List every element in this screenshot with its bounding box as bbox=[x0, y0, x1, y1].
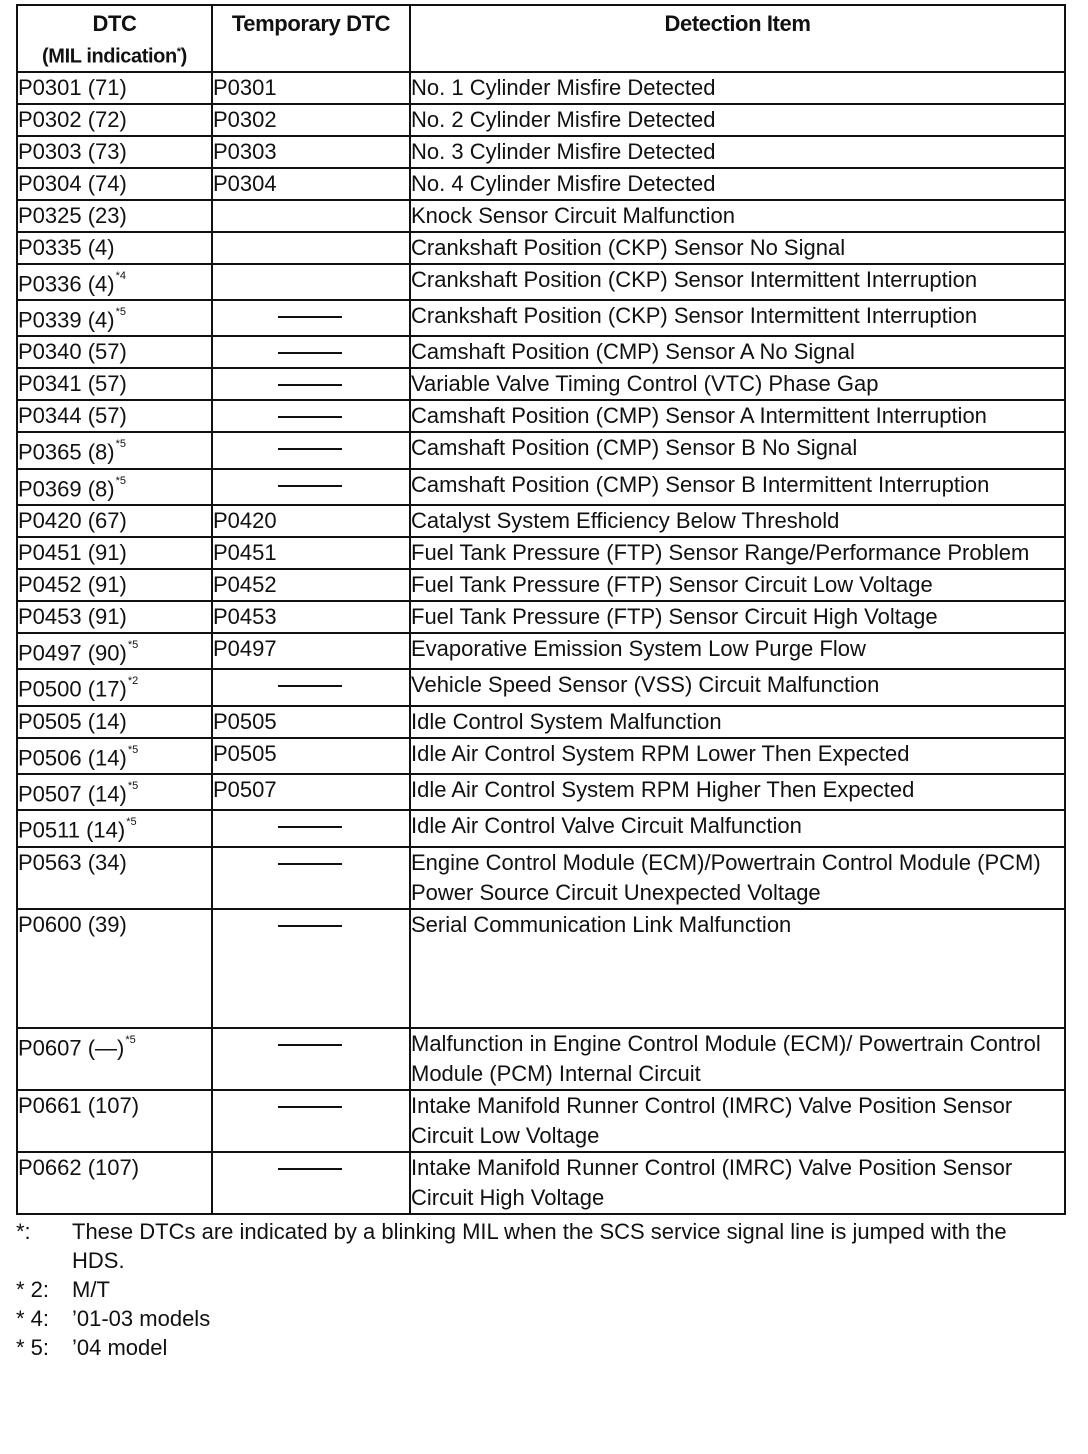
temporary-dtc-cell bbox=[212, 601, 410, 633]
footnote-text: These DTCs are indicated by a blinking MIL when the SCS service signal line is jumped with the HDS. bbox=[72, 1218, 1007, 1273]
detection-item: Engine Control Module (ECM)/Powertrain Control Module (PCM) Power Source Circuit Unexpected Voltage bbox=[410, 847, 1065, 909]
table-row bbox=[17, 909, 1065, 1028]
dtc-code: P0505 (14) bbox=[18, 708, 127, 734]
detection-item: Camshaft Position (CMP) Sensor A No Signal bbox=[410, 336, 1065, 368]
table-row bbox=[17, 1152, 1065, 1214]
detection-item: Camshaft Position (CMP) Sensor B Intermittent Interruption bbox=[410, 469, 1065, 505]
dtc-code-cell bbox=[17, 633, 212, 669]
detection-item: Idle Air Control System RPM Lower Then Expected bbox=[410, 738, 1065, 774]
table-row bbox=[17, 168, 1065, 200]
temporary-dtc: P0505 bbox=[213, 740, 277, 766]
detection-item: Camshaft Position (CMP) Sensor B No Signal bbox=[410, 432, 1065, 468]
table-row bbox=[17, 669, 1065, 705]
dtc-code: P0607 (—) bbox=[18, 1034, 125, 1060]
dtc-code: P0339 (4) bbox=[18, 307, 115, 333]
detection-item: No. 3 Cylinder Misfire Detected bbox=[410, 136, 1065, 168]
temporary-dtc-cell bbox=[212, 168, 410, 200]
temporary-dtc: P0420 bbox=[213, 507, 277, 533]
dtc-code: P0369 (8) bbox=[18, 475, 115, 501]
dtc-code-cell bbox=[17, 537, 212, 569]
detection-item: Crankshaft Position (CKP) Sensor Intermittent Interruption bbox=[410, 300, 1065, 336]
dtc-code: P0452 (91) bbox=[18, 571, 127, 597]
footnote-text: M/T bbox=[72, 1276, 110, 1302]
temporary-dtc-cell bbox=[212, 336, 410, 368]
detection-item: Fuel Tank Pressure (FTP) Sensor Circuit Low Voltage bbox=[410, 569, 1065, 601]
footnote-mark: *: bbox=[16, 1218, 31, 1244]
detection-item: Intake Manifold Runner Control (IMRC) Valve Position Sensor Circuit High Voltage bbox=[410, 1152, 1065, 1214]
temporary-dtc-cell bbox=[212, 505, 410, 537]
dtc-code-cell bbox=[17, 669, 212, 705]
temporary-dtc-cell bbox=[212, 300, 410, 336]
dtc-code: P0335 (4) bbox=[18, 234, 115, 260]
dtc-code-cell bbox=[17, 1152, 212, 1214]
dtc-code: P0303 (73) bbox=[18, 138, 127, 164]
not-applicable-dash bbox=[278, 485, 342, 487]
detection-item: Idle Control System Malfunction bbox=[410, 706, 1065, 738]
table-row bbox=[17, 1028, 1065, 1090]
table-row bbox=[17, 633, 1065, 669]
dtc-footnote-ref: *5 bbox=[115, 474, 127, 487]
table-row bbox=[17, 1090, 1065, 1152]
dtc-table bbox=[16, 4, 1066, 1215]
dtc-code-cell bbox=[17, 432, 212, 468]
dtc-code-cell bbox=[17, 847, 212, 909]
dtc-code: P0453 (91) bbox=[18, 603, 127, 629]
table-row bbox=[17, 601, 1065, 633]
dtc-code-cell bbox=[17, 738, 212, 774]
header-dtc-sub-sup: * bbox=[176, 46, 181, 58]
detection-item: No. 2 Cylinder Misfire Detected bbox=[410, 104, 1065, 136]
dtc-code-cell bbox=[17, 774, 212, 810]
temporary-dtc-cell bbox=[212, 569, 410, 601]
dtc-code-cell bbox=[17, 505, 212, 537]
table-row bbox=[17, 810, 1065, 846]
not-applicable-dash bbox=[278, 352, 342, 354]
table-row bbox=[17, 432, 1065, 468]
temporary-dtc: P0453 bbox=[213, 603, 277, 629]
dtc-code-cell bbox=[17, 601, 212, 633]
footnote bbox=[16, 1275, 1064, 1304]
footnote-mark: * 4: bbox=[16, 1305, 50, 1331]
table-row bbox=[17, 706, 1065, 738]
footnotes bbox=[16, 1217, 1064, 1362]
table-row bbox=[17, 136, 1065, 168]
not-applicable-dash bbox=[278, 863, 342, 865]
detection-item: Evaporative Emission System Low Purge Flow bbox=[410, 633, 1065, 669]
table-row bbox=[17, 569, 1065, 601]
not-applicable-dash bbox=[278, 826, 342, 828]
temporary-dtc: P0452 bbox=[213, 571, 277, 597]
dtc-code-cell bbox=[17, 810, 212, 846]
detection-item: Crankshaft Position (CKP) Sensor Intermittent Interruption bbox=[410, 264, 1065, 300]
not-applicable-dash bbox=[278, 416, 342, 418]
table-row bbox=[17, 104, 1065, 136]
temporary-dtc: P0302 bbox=[213, 106, 277, 132]
temporary-dtc-cell bbox=[212, 469, 410, 505]
dtc-code-cell bbox=[17, 1090, 212, 1152]
footnote bbox=[16, 1333, 1064, 1362]
dtc-code-cell bbox=[17, 168, 212, 200]
detection-item: Crankshaft Position (CKP) Sensor No Signal bbox=[410, 232, 1065, 264]
detection-item: Idle Air Control Valve Circuit Malfunction bbox=[410, 810, 1065, 846]
temporary-dtc: P0497 bbox=[213, 635, 277, 661]
dtc-code-cell bbox=[17, 104, 212, 136]
dtc-footnote-ref: *5 bbox=[126, 816, 137, 829]
dtc-code: P0340 (57) bbox=[18, 339, 127, 365]
dtc-footnote-ref: *5 bbox=[127, 743, 139, 756]
temporary-dtc-cell bbox=[212, 810, 410, 846]
dtc-footnote-ref: *5 bbox=[115, 438, 127, 451]
detection-item: Catalyst System Efficiency Below Threshold bbox=[410, 505, 1065, 537]
dtc-code: P0301 (71) bbox=[18, 74, 127, 100]
dtc-code: P0500 (17) bbox=[18, 676, 127, 702]
dtc-document bbox=[16, 4, 1064, 1362]
detection-item: Intake Manifold Runner Control (IMRC) Valve Position Sensor Circuit Low Voltage bbox=[410, 1090, 1065, 1152]
table-row bbox=[17, 336, 1065, 368]
dtc-code: P0506 (14) bbox=[18, 744, 127, 770]
dtc-code-cell bbox=[17, 706, 212, 738]
dtc-code-cell bbox=[17, 232, 212, 264]
temporary-dtc-cell bbox=[212, 232, 410, 264]
table-row bbox=[17, 400, 1065, 432]
header-dtc-sub-text: (MIL indication bbox=[42, 45, 177, 68]
dtc-code: P0507 (14) bbox=[18, 781, 127, 807]
dtc-code-cell bbox=[17, 200, 212, 232]
temporary-dtc-cell bbox=[212, 633, 410, 669]
dtc-code: P0662 (107) bbox=[18, 1154, 140, 1180]
dtc-code-cell bbox=[17, 400, 212, 432]
dtc-code-cell bbox=[17, 264, 212, 300]
detection-item: Variable Valve Timing Control (VTC) Phase Gap bbox=[410, 368, 1065, 400]
header-dtc-label: DTC bbox=[92, 11, 137, 36]
dtc-code-cell bbox=[17, 909, 212, 1028]
temporary-dtc: P0505 bbox=[213, 708, 277, 734]
temporary-dtc-cell bbox=[212, 72, 410, 104]
dtc-code: P0661 (107) bbox=[18, 1092, 140, 1118]
table-row bbox=[17, 738, 1065, 774]
dtc-footnote-ref: *5 bbox=[127, 779, 139, 792]
temporary-dtc-cell bbox=[212, 738, 410, 774]
header-dtc bbox=[17, 5, 212, 72]
dtc-code-cell bbox=[17, 368, 212, 400]
header-detection-item: Detection Item bbox=[410, 5, 1065, 72]
table-row bbox=[17, 774, 1065, 810]
temporary-dtc-cell bbox=[212, 706, 410, 738]
footnote-mark: * 5: bbox=[16, 1334, 50, 1360]
footnote-text: ’01-03 models bbox=[72, 1305, 211, 1331]
dtc-code: P0451 (91) bbox=[18, 539, 127, 565]
table-row bbox=[17, 300, 1065, 336]
detection-item: Serial Communication Link Malfunction bbox=[410, 909, 1065, 1028]
not-applicable-dash bbox=[278, 1168, 342, 1170]
temporary-dtc: P0303 bbox=[213, 138, 277, 164]
table-row bbox=[17, 469, 1065, 505]
dtc-code: P0336 (4) bbox=[18, 270, 115, 296]
dtc-code-cell bbox=[17, 336, 212, 368]
dtc-code: P0365 (8) bbox=[18, 439, 115, 465]
header-dtc-sub bbox=[18, 38, 211, 71]
dtc-code: P0344 (57) bbox=[18, 403, 127, 429]
temporary-dtc-cell bbox=[212, 669, 410, 705]
dtc-code-cell bbox=[17, 72, 212, 104]
temporary-dtc-cell bbox=[212, 200, 410, 232]
detection-item: Camshaft Position (CMP) Sensor A Intermittent Interruption bbox=[410, 400, 1065, 432]
temporary-dtc-cell bbox=[212, 1152, 410, 1214]
footnote bbox=[16, 1217, 1064, 1275]
temporary-dtc-cell bbox=[212, 537, 410, 569]
table-header bbox=[17, 5, 1065, 72]
dtc-footnote-ref: *5 bbox=[125, 1033, 136, 1046]
detection-item: Malfunction in Engine Control Module (ECM)/ Powertrain Control Module (PCM) Internal Circuit bbox=[410, 1028, 1065, 1090]
not-applicable-dash bbox=[278, 316, 342, 318]
table-row bbox=[17, 264, 1065, 300]
detection-item: Fuel Tank Pressure (FTP) Sensor Range/Performance Problem bbox=[410, 537, 1065, 569]
dtc-code: P0420 (67) bbox=[18, 507, 127, 533]
detection-item: No. 4 Cylinder Misfire Detected bbox=[410, 168, 1065, 200]
temporary-dtc-cell bbox=[212, 909, 410, 1028]
dtc-code-cell bbox=[17, 569, 212, 601]
temporary-dtc-cell bbox=[212, 432, 410, 468]
dtc-code: P0600 (39) bbox=[18, 911, 127, 937]
footnote-mark: * 2: bbox=[16, 1276, 50, 1302]
temporary-dtc-cell bbox=[212, 264, 410, 300]
dtc-code: P0511 (14) bbox=[18, 817, 126, 843]
table-row bbox=[17, 368, 1065, 400]
temporary-dtc-cell bbox=[212, 847, 410, 909]
temporary-dtc-cell bbox=[212, 774, 410, 810]
table-row bbox=[17, 537, 1065, 569]
dtc-code: P0304 (74) bbox=[18, 170, 127, 196]
header-dtc-sub-end: ) bbox=[180, 45, 187, 68]
detection-item: No. 1 Cylinder Misfire Detected bbox=[410, 72, 1065, 104]
not-applicable-dash bbox=[278, 384, 342, 386]
temporary-dtc: P0451 bbox=[213, 539, 277, 565]
table-row bbox=[17, 72, 1065, 104]
dtc-code-cell bbox=[17, 136, 212, 168]
dtc-footnote-ref: *5 bbox=[115, 305, 127, 318]
dtc-footnote-ref: *4 bbox=[115, 269, 127, 282]
table-body bbox=[17, 72, 1065, 1214]
dtc-code: P0302 (72) bbox=[18, 106, 127, 132]
dtc-code-cell bbox=[17, 469, 212, 505]
temporary-dtc-cell bbox=[212, 1090, 410, 1152]
table-row bbox=[17, 847, 1065, 909]
table-row bbox=[17, 232, 1065, 264]
temporary-dtc: P0304 bbox=[213, 170, 277, 196]
dtc-footnote-ref: *5 bbox=[127, 638, 139, 651]
dtc-code: P0341 (57) bbox=[18, 371, 127, 397]
header-temporary-dtc: Temporary DTC bbox=[212, 5, 410, 72]
table-row bbox=[17, 200, 1065, 232]
dtc-code: P0563 (34) bbox=[18, 849, 127, 875]
detection-item: Idle Air Control System RPM Higher Then Expected bbox=[410, 774, 1065, 810]
dtc-code: P0325 (23) bbox=[18, 202, 127, 228]
detection-item: Fuel Tank Pressure (FTP) Sensor Circuit High Voltage bbox=[410, 601, 1065, 633]
table-row bbox=[17, 505, 1065, 537]
not-applicable-dash bbox=[278, 1044, 342, 1046]
dtc-code-cell bbox=[17, 300, 212, 336]
dtc-code-cell bbox=[17, 1028, 212, 1090]
temporary-dtc: P0507 bbox=[213, 776, 277, 802]
dtc-footnote-ref: *2 bbox=[127, 675, 139, 688]
detection-item: Knock Sensor Circuit Malfunction bbox=[410, 200, 1065, 232]
footnote bbox=[16, 1304, 1064, 1333]
temporary-dtc-cell bbox=[212, 400, 410, 432]
temporary-dtc-cell bbox=[212, 136, 410, 168]
temporary-dtc-cell bbox=[212, 104, 410, 136]
not-applicable-dash bbox=[278, 925, 342, 927]
not-applicable-dash bbox=[278, 685, 342, 687]
temporary-dtc: P0301 bbox=[213, 74, 277, 100]
footnote-text: ’04 model bbox=[72, 1334, 168, 1360]
not-applicable-dash bbox=[278, 448, 342, 450]
detection-item: Vehicle Speed Sensor (VSS) Circuit Malfunction bbox=[410, 669, 1065, 705]
dtc-code: P0497 (90) bbox=[18, 640, 127, 666]
not-applicable-dash bbox=[278, 1106, 342, 1108]
temporary-dtc-cell bbox=[212, 1028, 410, 1090]
temporary-dtc-cell bbox=[212, 368, 410, 400]
